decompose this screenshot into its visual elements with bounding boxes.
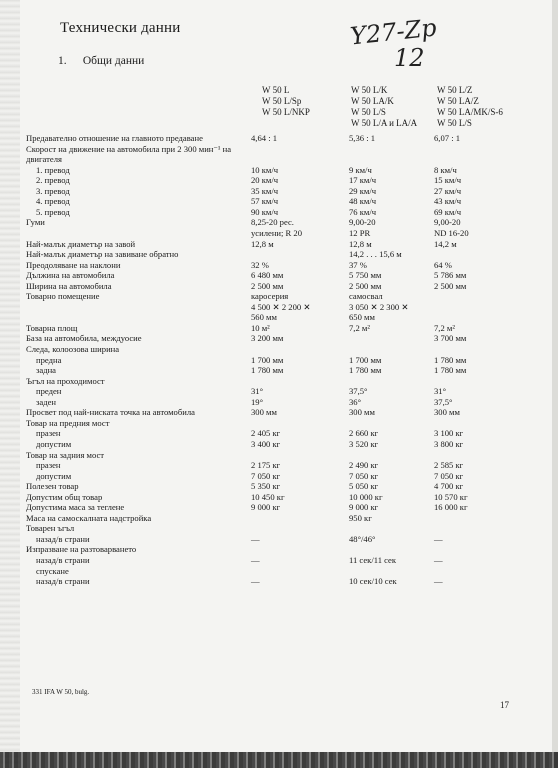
row-value-c2: 7 050 кг [349, 470, 379, 481]
row-label: Най-малък диаметър на завиване обратно [26, 249, 179, 260]
row-value-c3: 5 786 мм [434, 270, 467, 281]
row-value-c2: самосвал [349, 291, 383, 302]
row-value-c2: 14,2 . . . 15,6 м [349, 249, 402, 260]
row-value-c2: 37 % [349, 259, 367, 270]
model-name: W 50 L/S [437, 118, 472, 128]
row-value-c2: 36° [349, 396, 362, 407]
row-label: допустим [36, 438, 72, 449]
row-value-c1: 1 780 мм [251, 365, 284, 376]
row-value-c1: 12,8 м [251, 238, 274, 249]
model-name: W 50 L/S [351, 107, 386, 117]
row-value-c1: 10 км/ч [251, 164, 279, 175]
row-label: 1. превод [36, 164, 70, 175]
row-value-c2: 5 050 кг [349, 481, 379, 492]
row-value-c1: 32 % [251, 259, 269, 270]
row-value-c3: 300 мм [434, 407, 460, 418]
row-value-c2: 48°/46° [349, 533, 376, 544]
row-value-c2: 7,2 м² [349, 322, 370, 333]
row-label: База на автомобила, междуосие [26, 333, 142, 344]
row-value-c2: 2 500 мм [349, 280, 382, 291]
row-label: Ъгъл на проходимост [26, 375, 105, 386]
row-value-c2: 1 700 мм [349, 354, 382, 365]
row-label: Допустим общ товар [26, 491, 103, 502]
row-value-c3: 27 км/ч [434, 185, 462, 196]
row-value-c1: 560 мм [251, 312, 277, 323]
row-value-c1: каросерия [251, 291, 289, 302]
row-value-c2: 76 км/ч [349, 206, 377, 217]
page-number: 17 [500, 700, 509, 710]
row-value-c3: 14,2 м [434, 238, 457, 249]
scan-edge-strip [0, 752, 558, 768]
row-value-c1: 2 175 кг [251, 460, 281, 471]
row-value-c2: 10 000 кг [349, 491, 383, 502]
row-value-c2: 650 мм [349, 312, 375, 323]
handwritten-note [348, 13, 438, 72]
row-value-c1: 57 км/ч [251, 196, 279, 207]
table-row [0, 154, 558, 165]
table-row [0, 239, 558, 250]
row-value-c2: 37,5° [349, 386, 368, 397]
model-name: W 50 L [262, 85, 290, 95]
row-label: Маса на самоскалната надстройка [26, 512, 152, 523]
row-value-c1: усилени; R 20 [251, 227, 303, 238]
row-value-c2: 2 490 кг [349, 460, 379, 471]
row-label: празен [36, 428, 61, 439]
table-row [0, 260, 558, 271]
row-label: двигателя [26, 154, 62, 165]
row-value-c3: 8 км/ч [434, 164, 457, 175]
row-value-c3: 2 500 мм [434, 280, 467, 291]
row-value-c1: 7 050 кг [251, 470, 281, 481]
table-row [0, 217, 558, 228]
row-value-c1: 3 200 мм [251, 333, 284, 344]
row-value-c1: 4,64 : 1 [251, 133, 278, 143]
row-value-c2: 5,36 : 1 [349, 133, 376, 143]
row-value-c1: 35 км/ч [251, 185, 279, 196]
table-row [0, 165, 558, 176]
row-value-c1: 10 м² [251, 322, 270, 333]
table-row [0, 186, 558, 197]
row-value-c3: 64 % [434, 259, 452, 270]
row-value-c3: ND 16-20 [434, 227, 469, 238]
row-value-c3: 16 000 кг [434, 502, 468, 513]
row-value-c1: 90 км/ч [251, 206, 279, 217]
row-value-c3: 69 км/ч [434, 206, 462, 217]
table-row [0, 492, 558, 503]
table-row [0, 344, 558, 355]
row-value-c1: 300 мм [251, 407, 277, 418]
row-value-c3: 9,00-20 [434, 217, 461, 228]
row-label: Следа, колоозова ширина [26, 344, 120, 354]
row-value-c2: 3 050 ✕ 2 300 ✕ [349, 301, 409, 312]
row-value-c1: 6 480 мм [251, 270, 284, 281]
row-value-c1: — [251, 576, 260, 587]
row-value-c1: 3 400 кг [251, 438, 281, 449]
row-value-c2: 9 км/ч [349, 164, 372, 175]
row-value-c3: 3 100 кг [434, 428, 464, 439]
row-value-c2: 29 км/ч [349, 185, 377, 196]
row-value-c3: 7 050 кг [434, 470, 464, 481]
table-row [0, 312, 558, 323]
row-label: Просвет под най-ниската точка на автомобила [26, 407, 195, 418]
row-value-c2: 10 сек/10 сек [349, 576, 397, 587]
table-row [0, 207, 558, 218]
model-name: W 50 L/Z [437, 85, 473, 95]
row-value-c1: 4 500 ✕ 2 200 ✕ [251, 301, 311, 312]
footer-text: 331 IFA W 50, bulg. [32, 688, 90, 696]
section-number: 1. [58, 55, 67, 67]
row-label: Най-малък диаметър на завой [26, 238, 136, 249]
table-row [0, 576, 558, 587]
row-value-c3: 43 км/ч [434, 196, 462, 207]
table-row [0, 144, 558, 155]
row-value-c1: 19° [251, 396, 264, 407]
row-label: Изпразване на разтоварването [26, 544, 137, 555]
row-value-c2: 2 660 кг [349, 428, 379, 439]
row-value-c3: — [434, 533, 443, 544]
row-value-c1: 1 700 мм [251, 354, 284, 365]
row-label: 4. превод [36, 196, 70, 207]
table-row [0, 133, 558, 144]
model-column-1 [262, 85, 310, 118]
handwritten-line-1: Y27-Zp [348, 13, 438, 51]
row-value-c3: 31° [434, 386, 447, 397]
section-heading [58, 55, 144, 67]
row-value-c1: 5 350 кг [251, 481, 281, 492]
row-label: Товар на задния мост [26, 449, 105, 460]
model-name: W 50 L/NKP [262, 107, 310, 117]
table-row [0, 333, 558, 344]
row-value-c3: 1 780 мм [434, 354, 467, 365]
row-value-c2: 1 780 мм [349, 365, 382, 376]
row-label: Гуми [26, 217, 45, 228]
model-column-3 [437, 85, 503, 129]
row-value-c2: 12 PR [349, 227, 371, 238]
table-row [0, 555, 558, 566]
row-value-c2: 950 кг [349, 512, 372, 523]
row-label: 3. превод [36, 185, 70, 196]
row-value-c3: 7,2 м² [434, 322, 455, 333]
row-label: спускане [36, 565, 69, 576]
row-value-c3: 37,5° [434, 396, 453, 407]
table-row [0, 355, 558, 366]
table-row [0, 291, 558, 302]
row-value-c1: 2 405 кг [251, 428, 281, 439]
row-label: Товарно помещение [26, 291, 100, 302]
table-row [0, 544, 558, 555]
row-value-c3: 4 700 кг [434, 481, 464, 492]
table-row [0, 471, 558, 482]
table-row [0, 270, 558, 281]
model-name: W 50 L/A и LA/A [351, 118, 418, 128]
row-label: Товарна площ [26, 322, 78, 333]
row-value-c2: 9,00-20 [349, 217, 376, 228]
table-row [0, 249, 558, 260]
row-label: Товар на предния мост [26, 417, 110, 428]
row-label: Дължина на автомобила [26, 270, 115, 281]
row-value-c3: 3 700 мм [434, 333, 467, 344]
table-row [0, 365, 558, 376]
section-title: Общи данни [82, 55, 145, 67]
table-row [0, 460, 558, 471]
row-label: 2. превод [36, 175, 70, 186]
row-value-c2: 17 км/ч [349, 175, 377, 186]
table-row [0, 450, 558, 461]
model-name: W 50 LA/K [351, 96, 394, 106]
row-label: назад/в страни [36, 533, 90, 544]
table-row [0, 534, 558, 545]
row-label: 5. превод [36, 206, 70, 217]
row-value-c2: 12,8 м [349, 238, 372, 249]
handwritten-line-2: 12 [394, 44, 425, 72]
row-value-c1: 20 км/ч [251, 175, 279, 186]
row-label: празен [36, 460, 61, 471]
table-row [0, 439, 558, 450]
row-value-c1: — [251, 555, 260, 565]
row-value-c2: 3 520 кг [349, 438, 379, 449]
table-row [0, 376, 558, 387]
row-value-c1: 9 000 кг [251, 502, 281, 513]
row-label: назад/в страни [36, 555, 90, 565]
row-label: Допустима маса за теглене [26, 502, 125, 513]
table-row [0, 228, 558, 239]
row-label: заден [36, 396, 56, 407]
row-value-c3: 6,07 : 1 [434, 133, 461, 143]
model-column-2 [351, 85, 417, 129]
row-value-c2: 300 мм [349, 407, 375, 418]
row-value-c2: 5 750 мм [349, 270, 382, 281]
table-row [0, 175, 558, 186]
row-value-c1: 31° [251, 386, 264, 397]
table-row [0, 302, 558, 313]
row-label: Преодоляване на наклони [26, 259, 121, 270]
row-label: задна [36, 365, 56, 376]
table-row [0, 502, 558, 513]
table-row [0, 418, 558, 429]
row-label: Предавателно отношение на главното предаване [26, 133, 203, 143]
page-title: Технически данни [60, 20, 181, 36]
model-name: W 50 LA/MK/S-6 [437, 107, 503, 117]
row-label: преден [36, 386, 62, 397]
row-value-c1: — [251, 533, 260, 544]
row-value-c3: 1 780 мм [434, 365, 467, 376]
row-value-c2: 9 000 кг [349, 502, 379, 513]
table-row [0, 386, 558, 397]
row-label: назад/в страни [36, 576, 90, 587]
row-label: Скорост на движение на автомобила при 2 300 мин⁻¹ на [26, 143, 232, 154]
model-name: W 50 L/Sp [262, 96, 302, 106]
row-label: предна [36, 354, 62, 365]
table-row [0, 481, 558, 492]
row-value-c2: 48 км/ч [349, 196, 377, 207]
row-label: Товарен ъгъл [26, 523, 75, 534]
row-value-c1: 8,25-20 рес. [251, 217, 294, 228]
row-value-c1: 2 500 мм [251, 280, 284, 291]
table-row [0, 323, 558, 334]
row-value-c3: 15 км/ч [434, 175, 462, 186]
table-row [0, 196, 558, 207]
row-value-c3: — [434, 555, 443, 565]
row-label: Ширина на автомобила [26, 280, 112, 291]
row-value-c3: 3 800 кг [434, 438, 464, 449]
row-value-c2: 11 сек/11 сек [349, 555, 397, 565]
row-label: Полезен товар [26, 481, 79, 492]
table-row [0, 407, 558, 418]
model-name: W 50 LA/Z [437, 96, 479, 106]
table-row [0, 566, 558, 577]
row-value-c3: 10 570 кг [434, 491, 468, 502]
table-row [0, 397, 558, 408]
table-row [0, 513, 558, 524]
row-value-c3: 2 585 кг [434, 460, 464, 471]
row-label: допустим [36, 470, 72, 481]
table-row [0, 523, 558, 534]
table-row [0, 281, 558, 292]
model-name: W 50 L/K [351, 85, 388, 95]
table-row [0, 428, 558, 439]
row-value-c3: — [434, 576, 443, 587]
row-value-c1: 10 450 кг [251, 491, 285, 502]
